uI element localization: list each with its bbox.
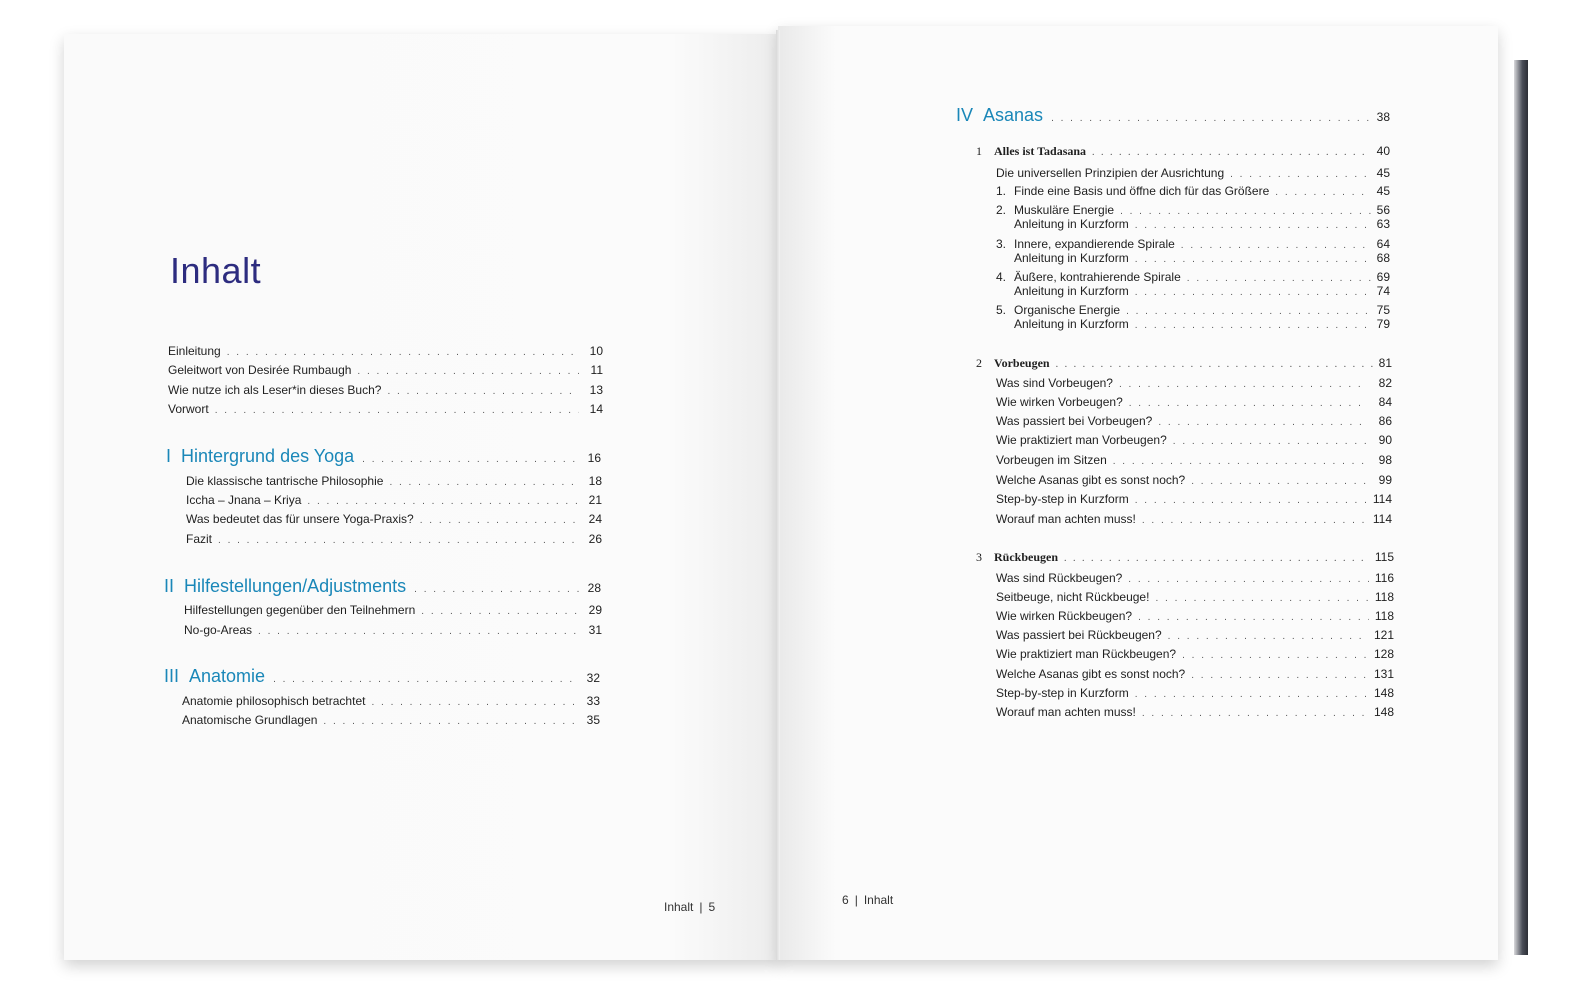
toc-subentry: Anleitung in Kurzform . . . 68 bbox=[1014, 251, 1390, 265]
toc-entry: Worauf man achten muss! . . . 148 bbox=[996, 705, 1394, 719]
toc-chapter: 2 Vorbeugen . . . 81 bbox=[976, 356, 1392, 371]
toc-entry: Fazit . . . 26 bbox=[186, 532, 602, 546]
toc-entry: Was sind Vorbeugen? . . . 82 bbox=[996, 376, 1392, 390]
toc-chapter: 3 Rückbeugen . . . 115 bbox=[976, 550, 1394, 565]
toc-entry: Was passiert bei Vorbeugen? . . . 86 bbox=[996, 414, 1392, 428]
toc-entry: Die klassische tantrische Philosophie . . . 18 bbox=[186, 474, 602, 488]
toc-entry: Vorbeugen im Sitzen . . . 98 bbox=[996, 453, 1392, 467]
toc-entry: Vorwort . . . 14 bbox=[168, 402, 603, 416]
toc-entry: Anatomie philosophisch betrachtet . . . 33 bbox=[182, 694, 600, 708]
toc-entry: Wie wirken Rückbeugen? . . . 118 bbox=[996, 609, 1394, 623]
page-edge bbox=[1514, 60, 1528, 955]
toc-section: IV Asanas . . . 38 bbox=[956, 105, 1390, 126]
toc-entry: Die universellen Prinzipien der Ausrichtung . . . 45 bbox=[996, 166, 1390, 180]
toc-entry: Wie wirken Vorbeugen? . . . 84 bbox=[996, 395, 1392, 409]
toc-entry: Geleitwort von Desirée Rumbaugh . . . 11 bbox=[168, 363, 603, 377]
toc-entry: Step-by-step in Kurzform . . . 148 bbox=[996, 686, 1394, 700]
toc-entry: Step-by-step in Kurzform . . . 114 bbox=[996, 492, 1392, 506]
toc-entry: Welche Asanas gibt es sonst noch? . . . 99 bbox=[996, 473, 1392, 487]
toc-entry: Wie praktiziert man Rückbeugen? . . . 128 bbox=[996, 647, 1394, 661]
page-folio-left: Inhalt | 5 bbox=[664, 900, 716, 914]
toc-entry: Was passiert bei Rückbeugen? . . . 121 bbox=[996, 628, 1394, 642]
toc-principle: 2. Muskuläre Energie . . . 56 bbox=[996, 203, 1390, 217]
toc-entry: Seitbeuge, nicht Rückbeuge! . . . 118 bbox=[996, 590, 1394, 604]
toc-entry: Hilfestellungen gegenüber den Teilnehmern . . . 29 bbox=[184, 603, 602, 617]
toc-principle: 3. Innere, expandierende Spirale . . . 64 bbox=[996, 237, 1390, 251]
toc-principle: 1. Finde eine Basis und öffne dich für das Größere . . . 45 bbox=[996, 184, 1390, 198]
toc-entry: No-go-Areas . . . 31 bbox=[184, 623, 602, 637]
toc-principle: 5. Organische Energie . . . 75 bbox=[996, 303, 1390, 317]
page-title: Inhalt bbox=[170, 250, 262, 291]
toc-entry: Was bedeutet das für unsere Yoga-Praxis? . . . 24 bbox=[186, 512, 602, 526]
toc-subentry: Anleitung in Kurzform . . . 63 bbox=[1014, 217, 1390, 231]
toc-entry: Anatomische Grundlagen . . . 35 bbox=[182, 713, 600, 727]
gutter bbox=[776, 30, 780, 960]
toc-section: III Anatomie . . . 32 bbox=[164, 666, 600, 687]
toc-subentry: Anleitung in Kurzform . . . 79 bbox=[1014, 317, 1390, 331]
toc-subentry: Anleitung in Kurzform . . . 74 bbox=[1014, 284, 1390, 298]
toc-chapter: 1 Alles ist Tadasana . . . 40 bbox=[976, 144, 1390, 159]
toc-entry: Iccha – Jnana – Kriya . . . 21 bbox=[186, 493, 602, 507]
toc-section: I Hintergrund des Yoga . . . 16 bbox=[166, 446, 601, 467]
toc-section: II Hilfestellungen/Adjustments . . . 28 bbox=[164, 576, 601, 597]
toc-entry: Was sind Rückbeugen? . . . 116 bbox=[996, 571, 1394, 585]
toc-entry: Worauf man achten muss! . . . 114 bbox=[996, 512, 1392, 526]
toc-entry: Wie nutze ich als Leser*in dieses Buch? . . . 13 bbox=[168, 383, 603, 397]
toc-entry: Welche Asanas gibt es sonst noch? . . . 131 bbox=[996, 667, 1394, 681]
page-folio-right: 6 | Inhalt bbox=[842, 893, 894, 907]
toc-entry: Einleitung . . . 10 bbox=[168, 344, 603, 358]
toc-entry: Wie praktiziert man Vorbeugen? . . . 90 bbox=[996, 433, 1392, 447]
toc-principle: 4. Äußere, kontrahierende Spirale . . . 69 bbox=[996, 270, 1390, 284]
